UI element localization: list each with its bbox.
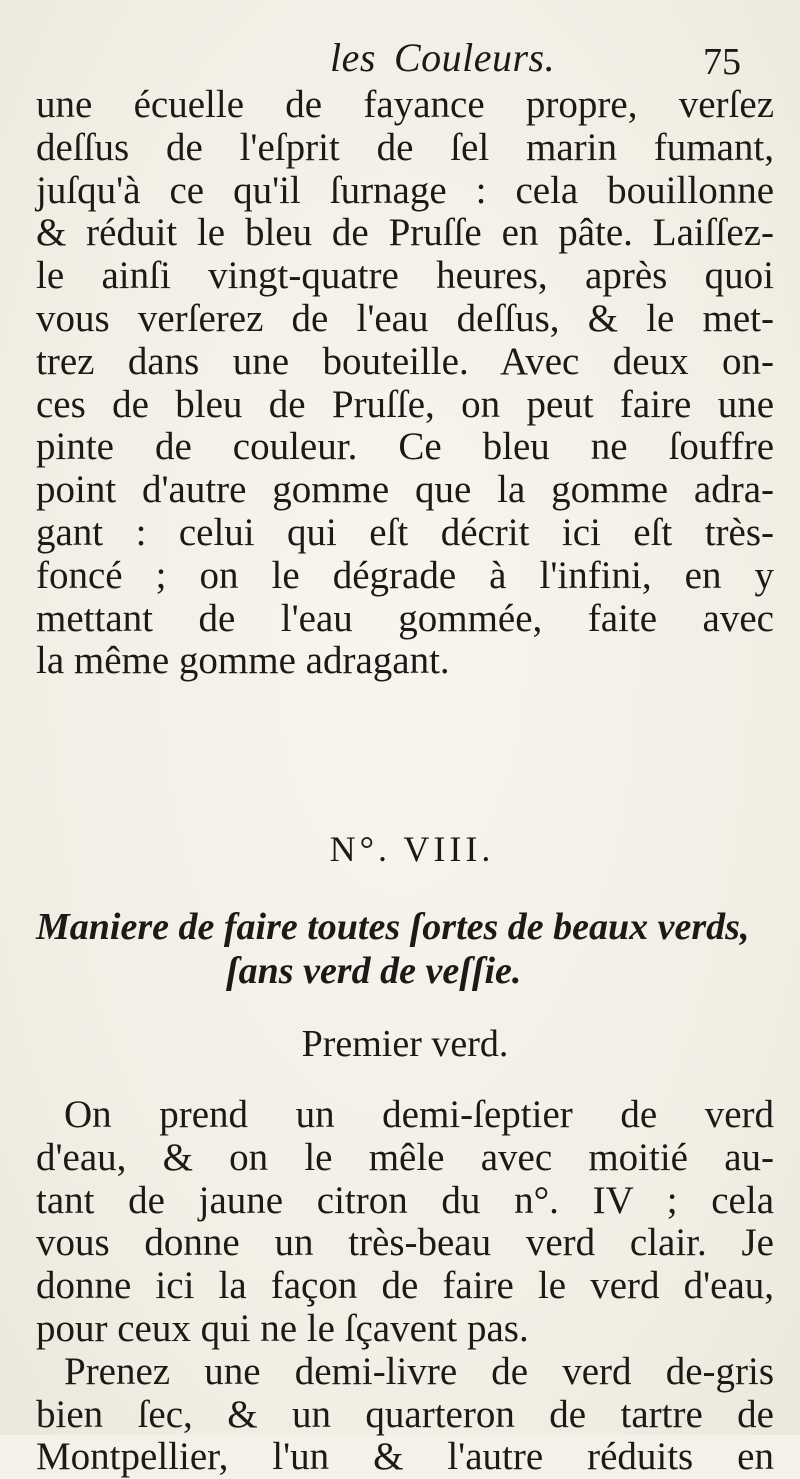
text-line: Prenez une demi-livre de verd de-gris <box>64 1349 774 1393</box>
text-line: gant : celui qui eſt décrit ici eſt très- <box>36 510 774 554</box>
text-line: bien ſec, & un quarteron de tartre de <box>36 1392 774 1436</box>
text-line: juſqu'à ce qu'il ſurnage : cela bouillonne <box>36 168 774 212</box>
text-line: point d'autre gomme que la gomme adra- <box>36 468 774 512</box>
running-head <box>330 34 570 81</box>
paragraph <box>36 1094 774 1479</box>
text-line: vous donne un très-beau verd clair. Je <box>36 1221 774 1265</box>
text-line: la même gomme adragant. <box>36 639 450 683</box>
text-line: foncé ; on le dégrade à l'infini, en y <box>36 553 774 597</box>
text-line: d'eau, & on le mêle avec moitié au- <box>36 1135 774 1179</box>
paragraph-continued <box>36 84 774 683</box>
text-line: mettant de l'eau gommée, faite avec <box>36 596 774 640</box>
text-line: pour ceux qui ne le ſçavent pas. <box>36 1306 529 1350</box>
text-line: trez dans une bouteille. Avec deux on- <box>36 339 774 383</box>
text-line: donne ici la façon de faire le verd d'eau, <box>36 1264 774 1308</box>
running-head-word: les <box>330 35 376 80</box>
text-line: une écuelle de fayance propre, verſez <box>36 83 774 126</box>
section-number: N°. VIII. <box>329 829 495 869</box>
text-line: vous verſerez de l'eau deſſus, & le met- <box>36 296 774 340</box>
section-title <box>36 905 774 993</box>
text-line: On prend un demi-ſeptier de verd <box>64 1093 774 1136</box>
running-head-word: Couleurs. <box>393 35 556 80</box>
text-line: & réduit le bleu de Pruſſe en pâte. Laiſſez- <box>36 211 774 255</box>
section-title-line: ſans verd de veſſie. <box>226 950 522 992</box>
text-line: ces de bleu de Pruſſe, on peut faire une <box>36 382 774 426</box>
subheading: Premier verd. <box>301 1023 509 1065</box>
text-line: pinte de couleur. Ce bleu ne ſouffre <box>36 425 774 469</box>
text-line: le ainſi vingt-quatre heures, après quoi <box>36 254 774 298</box>
page-number: 75 <box>703 41 741 83</box>
text-line: deſſus de l'eſprit de ſel marin fumant, <box>36 125 774 169</box>
text-line: Montpellier, l'un & l'autre réduits en <box>36 1435 774 1479</box>
section-title-line: Maniere de faire toutes ſortes de beaux verds, <box>36 906 750 948</box>
text-line: tant de jaune citron du n°. IV ; cela <box>36 1178 774 1222</box>
